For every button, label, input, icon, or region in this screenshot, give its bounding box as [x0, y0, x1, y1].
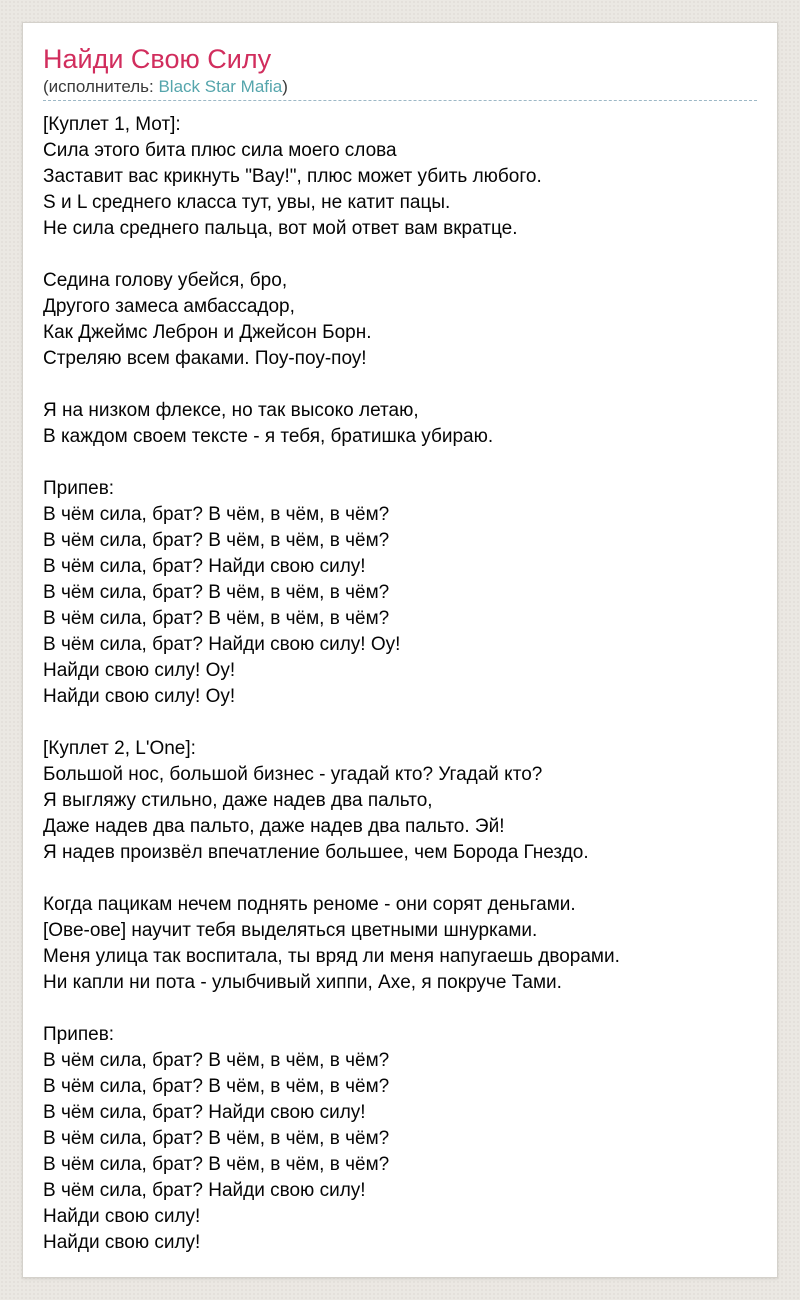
lyric-line: В чём сила, брат? В чём, в чём, в чём? — [43, 608, 390, 629]
lyric-line: Когда пацикам нечем поднять реноме - они сорят деньгами. — [43, 894, 576, 915]
lyric-line: В чём сила, брат? Найди свою силу! — [43, 556, 366, 577]
artist-link[interactable]: Black Star Mafia — [158, 77, 283, 96]
lyric-line: В чём сила, брат? Найди свою силу! — [43, 1102, 366, 1123]
lyric-line: В чём сила, брат? В чём, в чём, в чём? — [43, 1154, 390, 1175]
artist-line — [43, 76, 757, 97]
lyric-line: В чём сила, брат? В чём, в чём, в чём? — [43, 1128, 390, 1149]
lyric-line: Ни капли ни пота - улыбчивый хиппи, Axe, я покруче Тами. — [43, 972, 562, 993]
lyric-line: Заставит вас крикнуть "Вау!", плюс может убить любого. — [43, 166, 542, 187]
lyric-line: [Ове-ове] научит тебя выделяться цветными шнурками. — [43, 920, 538, 941]
lyric-line: Найди свою силу! Оу! — [43, 686, 236, 707]
lyric-line — [43, 866, 757, 892]
lyric-line: Припев: — [43, 1024, 115, 1045]
lyric-line: Найди свою силу! — [43, 1206, 201, 1227]
lyric-line: Большой нос, большой бизнес - угадай кто? Угадай кто? — [43, 764, 543, 785]
lyric-line: [Куплет 1, Мот]: — [43, 114, 181, 135]
lyric-line: Стреляю всем факами. Поу-поу-поу! — [43, 348, 367, 369]
lyric-line: Я надев произвёл впечатление большее, чем Борода Гнездо. — [43, 842, 589, 863]
lyric-line: Седина голову убейся, бро, — [43, 270, 288, 291]
song-header — [43, 43, 757, 101]
page-title: Найди Свою Силу — [43, 44, 272, 74]
lyric-line: В чём сила, брат? В чём, в чём, в чём? — [43, 582, 390, 603]
lyric-line: Как Джеймс Леброн и Джейсон Борн. — [43, 322, 372, 343]
lyric-line: Я выгляжу стильно, даже надев два пальто, — [43, 790, 433, 811]
lyric-line: В чём сила, брат? Найди свою силу! Оу! — [43, 634, 401, 655]
lyric-line: В чём сила, брат? В чём, в чём, в чём? — [43, 530, 390, 551]
lyrics-card — [22, 22, 778, 1278]
lyric-line: В каждом своем тексте - я тебя, братишка убираю. — [43, 426, 494, 447]
lyric-line: Я на низком флексе, но так высоко летаю, — [43, 400, 419, 421]
lyric-line: Сила этого бита плюс сила моего слова — [43, 140, 397, 161]
lyric-line: В чём сила, брат? В чём, в чём, в чём? — [43, 504, 390, 525]
lyric-line — [43, 372, 757, 398]
lyric-line — [43, 710, 757, 736]
lyric-line: Не сила среднего пальца, вот мой ответ вам вкратце. — [43, 218, 518, 239]
lyric-line — [43, 450, 757, 476]
lyric-line: Даже надев два пальто, даже надев два пальто. Эй! — [43, 816, 505, 837]
artist-suffix: ) — [282, 77, 288, 96]
lyric-line: В чём сила, брат? В чём, в чём, в чём? — [43, 1076, 390, 1097]
lyric-line — [43, 996, 757, 1022]
lyric-line: Меня улица так воспитала, ты вряд ли меня напугаешь дворами. — [43, 946, 620, 967]
lyric-line: Припев: — [43, 478, 115, 499]
lyric-line: Найди свою силу! Оу! — [43, 660, 236, 681]
artist-label: (исполнитель: — [43, 77, 159, 96]
lyric-line: S и L среднего класса тут, увы, не катит пацы. — [43, 192, 451, 213]
lyric-line — [43, 242, 757, 268]
lyric-line: В чём сила, брат? В чём, в чём, в чём? — [43, 1050, 390, 1071]
lyric-line: В чём сила, брат? Найди свою силу! — [43, 1180, 366, 1201]
lyrics-text — [43, 112, 757, 1256]
lyric-line: [Куплет 2, L'One]: — [43, 738, 196, 759]
lyric-line: Другого замеса амбассадор, — [43, 296, 295, 317]
lyric-line: Найди свою силу! — [43, 1232, 201, 1253]
